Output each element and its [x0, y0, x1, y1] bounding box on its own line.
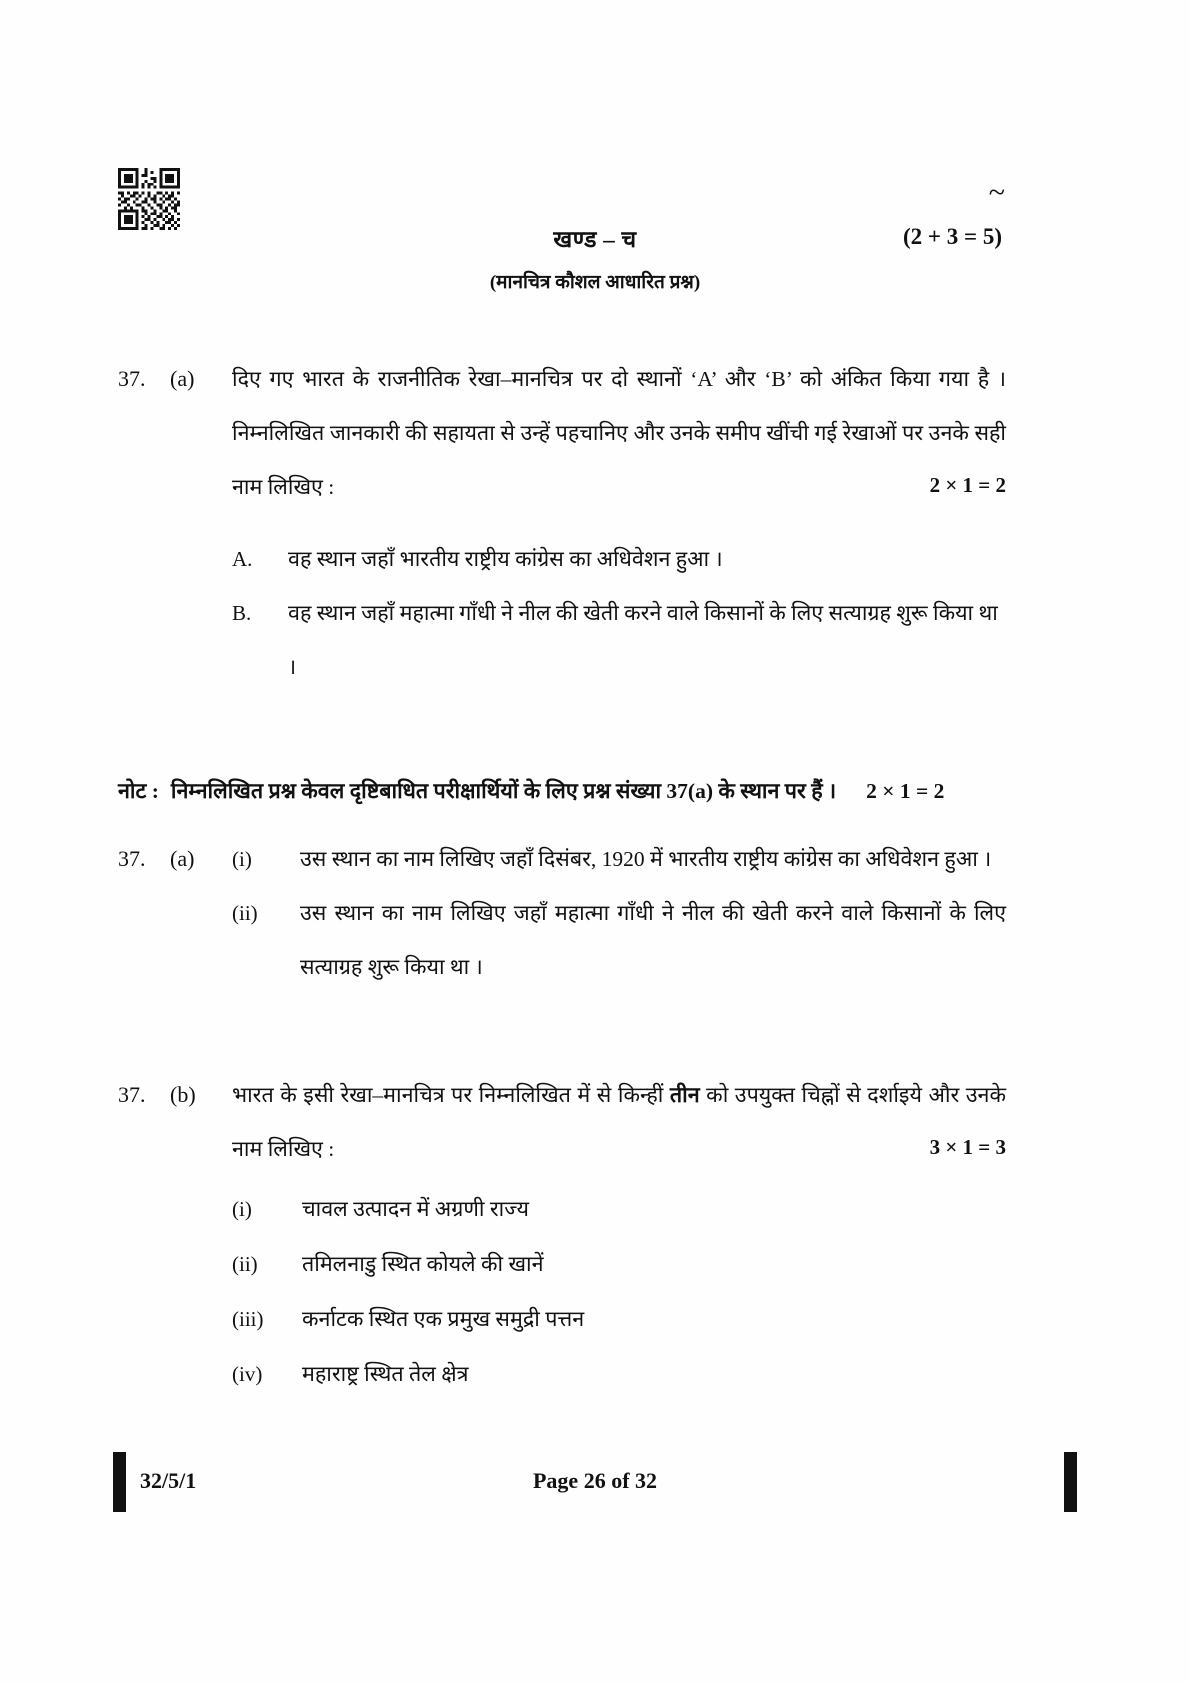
question-number: 37. [118, 1082, 146, 1107]
section-header [0, 222, 1190, 254]
item-label: B. [232, 601, 252, 625]
section-total-marks: (2 + 3 = 5) [902, 224, 1002, 249]
section-subtitle: (मानचित्र कौशल आधारित प्रश्न) [489, 272, 701, 293]
page-number: Page 26 of 32 [532, 1468, 658, 1493]
question-stem: दिए गए भारत के राजनीतिक रेखा–मानचित्र पर दो स्थानों ‘A’ और ‘B’ को अंकित किया गया है । निम्नलिखित जानकारी की सहायता से उन्हें पहचानिए और उनके समीप खींची गई रेखाओं पर उनके सही नाम लिखिए : [232, 367, 1006, 499]
qr-code-icon [118, 168, 180, 230]
question-37a-items [118, 532, 1006, 694]
question-body [232, 1068, 1006, 1176]
note-row [118, 768, 1006, 814]
item-text: वह स्थान जहाँ भारतीय राष्ट्रीय कांग्रेस का अधिवेशन हुआ । [288, 547, 723, 571]
item-text: उस स्थान का नाम लिखिए जहाँ महात्मा गाँधी ने नील की खेती करने वाले किसानों के लिए सत्याग्रह शुरू किया था । [300, 901, 1006, 979]
tilde-mark: ~ [988, 176, 1005, 209]
list-item [232, 1237, 1006, 1292]
list-item [232, 532, 1006, 586]
item-text: उस स्थान का नाम लिखिए जहाँ दिसंबर, 1920 में भारतीय राष्ट्रीय कांग्रेस का अधिवेशन हुआ । [300, 847, 992, 871]
stem-part-1: भारत के इसी रेखा–मानचित्र पर निम्नलिखित में से किन्हीं [232, 1083, 670, 1107]
question-number: 37. [118, 366, 146, 391]
list-item [232, 1182, 1006, 1237]
question-body [300, 886, 1006, 994]
item-label: (iii) [232, 1307, 264, 1331]
list-item [232, 1292, 1006, 1347]
item-label: (ii) [232, 1252, 258, 1276]
stem-emphasis: तीन [669, 1083, 700, 1107]
question-37b [118, 1068, 1006, 1176]
list-item [232, 586, 1006, 694]
note-marks: 2 × 1 = 2 [866, 779, 945, 803]
question-37a-vi-i [118, 832, 1006, 886]
question-37a [118, 352, 1006, 514]
question-part: (b) [170, 1082, 196, 1107]
question-part: (a) [170, 846, 195, 871]
question-37b-options [118, 1182, 1006, 1402]
question-body [300, 832, 1006, 886]
note-label: नोट : [118, 779, 159, 803]
item-label: A. [232, 547, 253, 571]
item-label: (i) [232, 847, 252, 871]
question-37a-vi-ii [118, 886, 1006, 994]
page-footer [0, 1452, 1190, 1518]
item-label: (ii) [232, 901, 258, 925]
list-item [232, 1347, 1006, 1402]
item-label: (iv) [232, 1362, 263, 1386]
paper-code: 32/5/1 [140, 1468, 197, 1493]
item-text: चावल उत्पादन में अग्रणी राज्य [302, 1197, 529, 1221]
note-text: निम्नलिखित प्रश्न केवल दृष्टिबाधित परीक्षार्थियों के लिए प्रश्न संख्या 37(a) के स्थान पर हैं । [170, 779, 837, 803]
item-label: (i) [232, 1197, 252, 1221]
item-text: तमिलनाडु स्थित कोयले की खानें [302, 1252, 544, 1276]
item-text: वह स्थान जहाँ महात्मा गाँधी ने नील की खेती करने वाले किसानों के लिए सत्याग्रह शुरू किया था । [288, 601, 998, 679]
question-marks: 3 × 1 = 3 [929, 1135, 1006, 1159]
lettered-list [232, 532, 1006, 694]
question-stem [232, 1068, 1006, 1176]
section-title: खण्ड – च [553, 227, 637, 252]
item-text: कर्नाटक स्थित एक प्रमुख समुद्री पत्तन [302, 1307, 585, 1331]
question-body [232, 352, 1006, 514]
question-number: 37. [118, 846, 146, 871]
stem-part-2: को उपयुक्त चिह्नों से दर्शाइये और उनके नाम लिखिए : [232, 1083, 1006, 1161]
question-marks: 2 × 1 = 2 [929, 473, 1006, 497]
question-content [118, 352, 1006, 1402]
question-part: (a) [170, 366, 195, 391]
item-text: महाराष्ट्र स्थित तेल क्षेत्र [302, 1362, 469, 1386]
